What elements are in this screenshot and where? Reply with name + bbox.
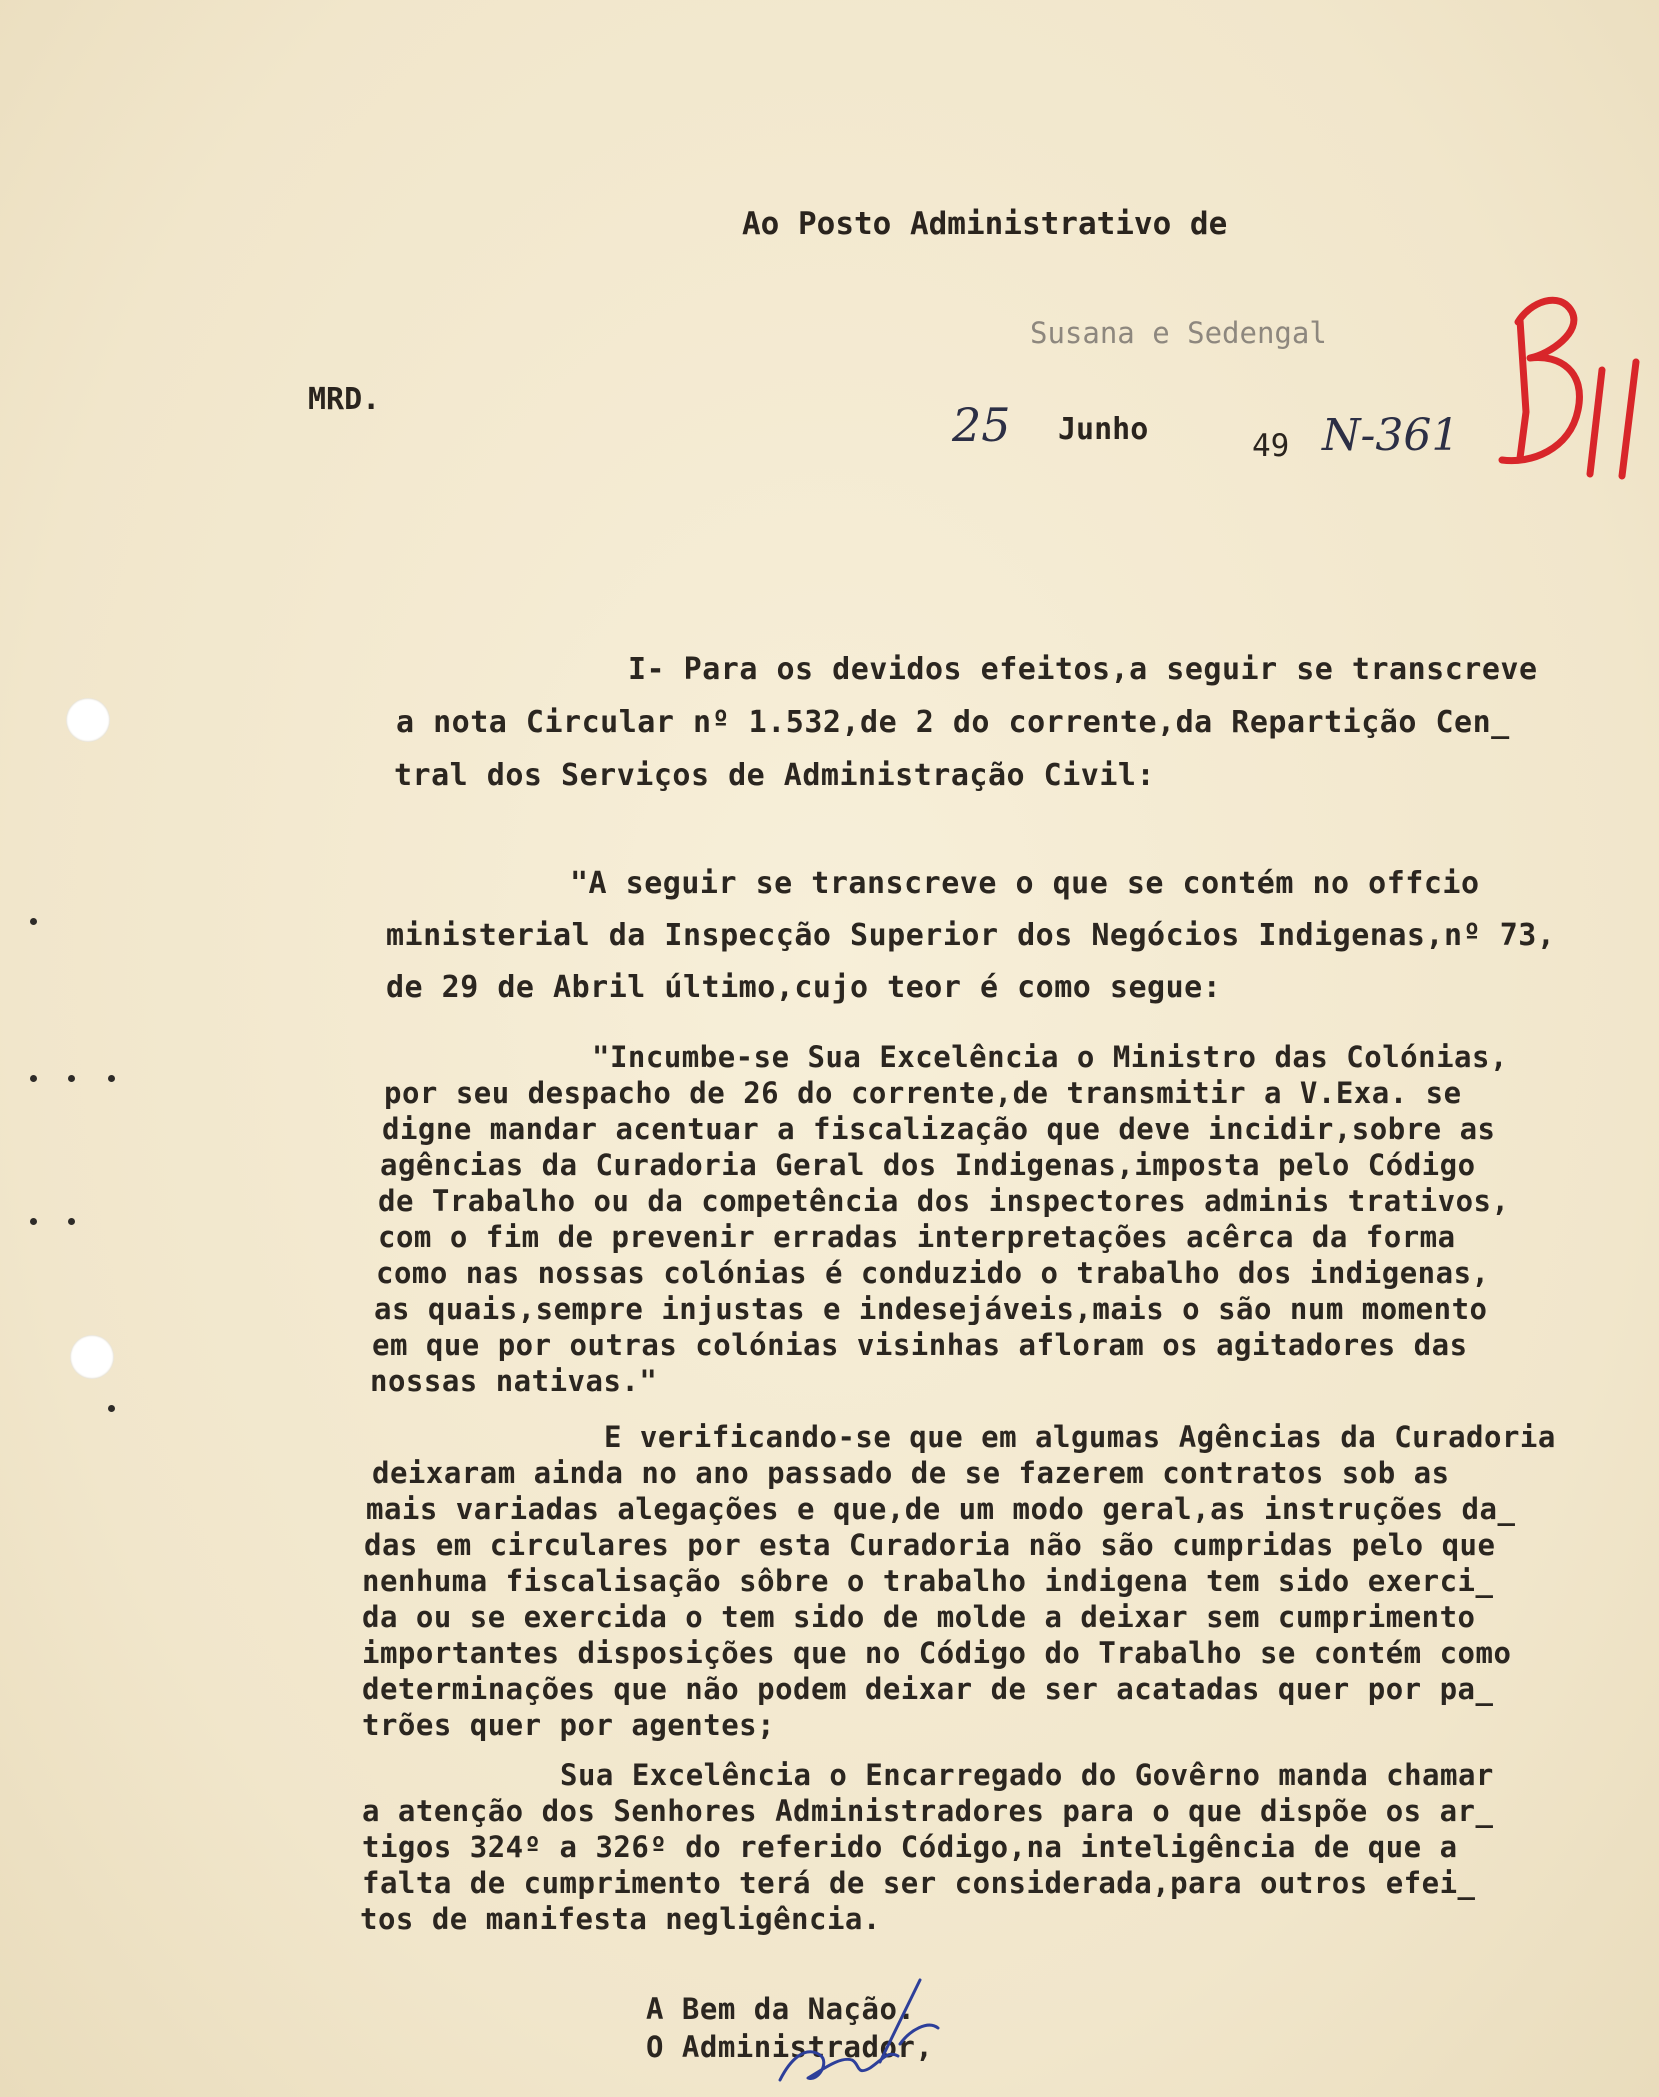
margin-dot [108,1405,115,1412]
margin-dot [68,1218,75,1225]
quote2-line: como nas nossas colónias é conduzido o trabalho dos indigenas, [376,1256,1490,1290]
para3-line: trões quer por agentes; [362,1708,776,1742]
closing-signatory: O Administrador, [646,2030,934,2064]
para3-line: determinações que não podem deixar de ser acatadas quer por pa_ [362,1672,1494,1706]
para3-line: da ou se exercida o tem sido de molde a deixar sem cumprimento [362,1600,1476,1634]
margin-dot [68,1075,75,1082]
intro-line: a nota Circular nº 1.532,de 2 do corrente,da Repartição Cen_ [396,705,1510,740]
margin-dot [30,1218,37,1225]
document-number: N-361 [1322,410,1460,461]
date-month: Junho [1058,412,1149,447]
intro-line: I- Para os devidos efeitos,a seguir se transcreve [628,652,1538,687]
para4-line: tigos 324º a 326º do referido Código,na inteligência de que a [362,1830,1458,1864]
intro-line: tral dos Serviços de Administração Civil: [394,758,1156,793]
quote2-line: em que por outras colónias visinhas afloram os agitadores das [372,1328,1468,1362]
quote2-line: de Trabalho ou da competência dos inspectores adminis trativos, [378,1184,1510,1218]
quote1-line: "A seguir se transcreve o que se contém no offcio [570,866,1480,901]
quote1-line: de 29 de Abril último,cujo teor é como segue: [386,970,1222,1005]
quote2-line: com o fim de prevenir erradas interpretações acêrca da forma [378,1220,1456,1254]
date-day: 25 [952,398,1011,452]
reference-code: MRD. [308,382,381,417]
quote2-line: por seu despacho de 26 do corrente,de transmitir a V.Exa. se [384,1076,1462,1110]
red-pencil-mark-icon [1490,292,1650,492]
para3-line: nenhuma fiscalisação sôbre o trabalho indigena tem sido exerci_ [362,1564,1494,1598]
addressee-line: Ao Posto Administrativo de [742,206,1228,242]
closing-salutation: A Bem da Nação. [646,1992,916,2026]
margin-dot [108,1075,115,1082]
quote2-line: as quais,sempre injustas e indesejáveis,mais o são num momento [374,1292,1488,1326]
para3-line: das em circulares por esta Curadoria não são cumpridas pelo que [364,1528,1496,1562]
margin-dot [30,1075,37,1082]
handwritten-signature-icon [760,1960,960,2097]
para4-line: falta de cumprimento terá de ser considerada,para outros efei_ [362,1866,1476,1900]
para4-line: tos de manifesta negligência. [360,1902,881,1936]
para3-line: mais variadas alegações e que,de um modo geral,as instruções da_ [366,1492,1516,1526]
para4-line: Sua Excelência o Encarregado do Govêrno manda chamar [560,1758,1494,1792]
date-year: 49 [1252,428,1290,464]
quote1-line: ministerial da Inspecção Superior dos Negócios Indigenas,nº 73, [386,918,1556,953]
quote2-line: nossas nativas." [370,1364,658,1398]
quote2-line: agências da Curadoria Geral dos Indigenas,imposta pelo Código [380,1148,1476,1182]
punch-hole-top [66,698,110,742]
para3-line: importantes disposições que no Código do Trabalho se contém como [362,1636,1512,1670]
punch-hole-bottom [70,1335,114,1379]
margin-dot [30,918,37,925]
quote2-line: digne mandar acentuar a fiscalização que deve incidir,sobre as [382,1112,1496,1146]
para3-line: deixaram ainda no ano passado de se fazerem contratos sob as [372,1456,1450,1490]
location-line: Susana e Sedengal [1030,316,1327,350]
para4-line: a atenção dos Senhores Administradores para o que dispõe os ar_ [362,1794,1494,1828]
quote2-line: "Incumbe-se Sua Excelência o Ministro das Colónias, [592,1040,1508,1074]
para3-line: E verificando-se que em algumas Agências da Curadoria [604,1420,1556,1454]
